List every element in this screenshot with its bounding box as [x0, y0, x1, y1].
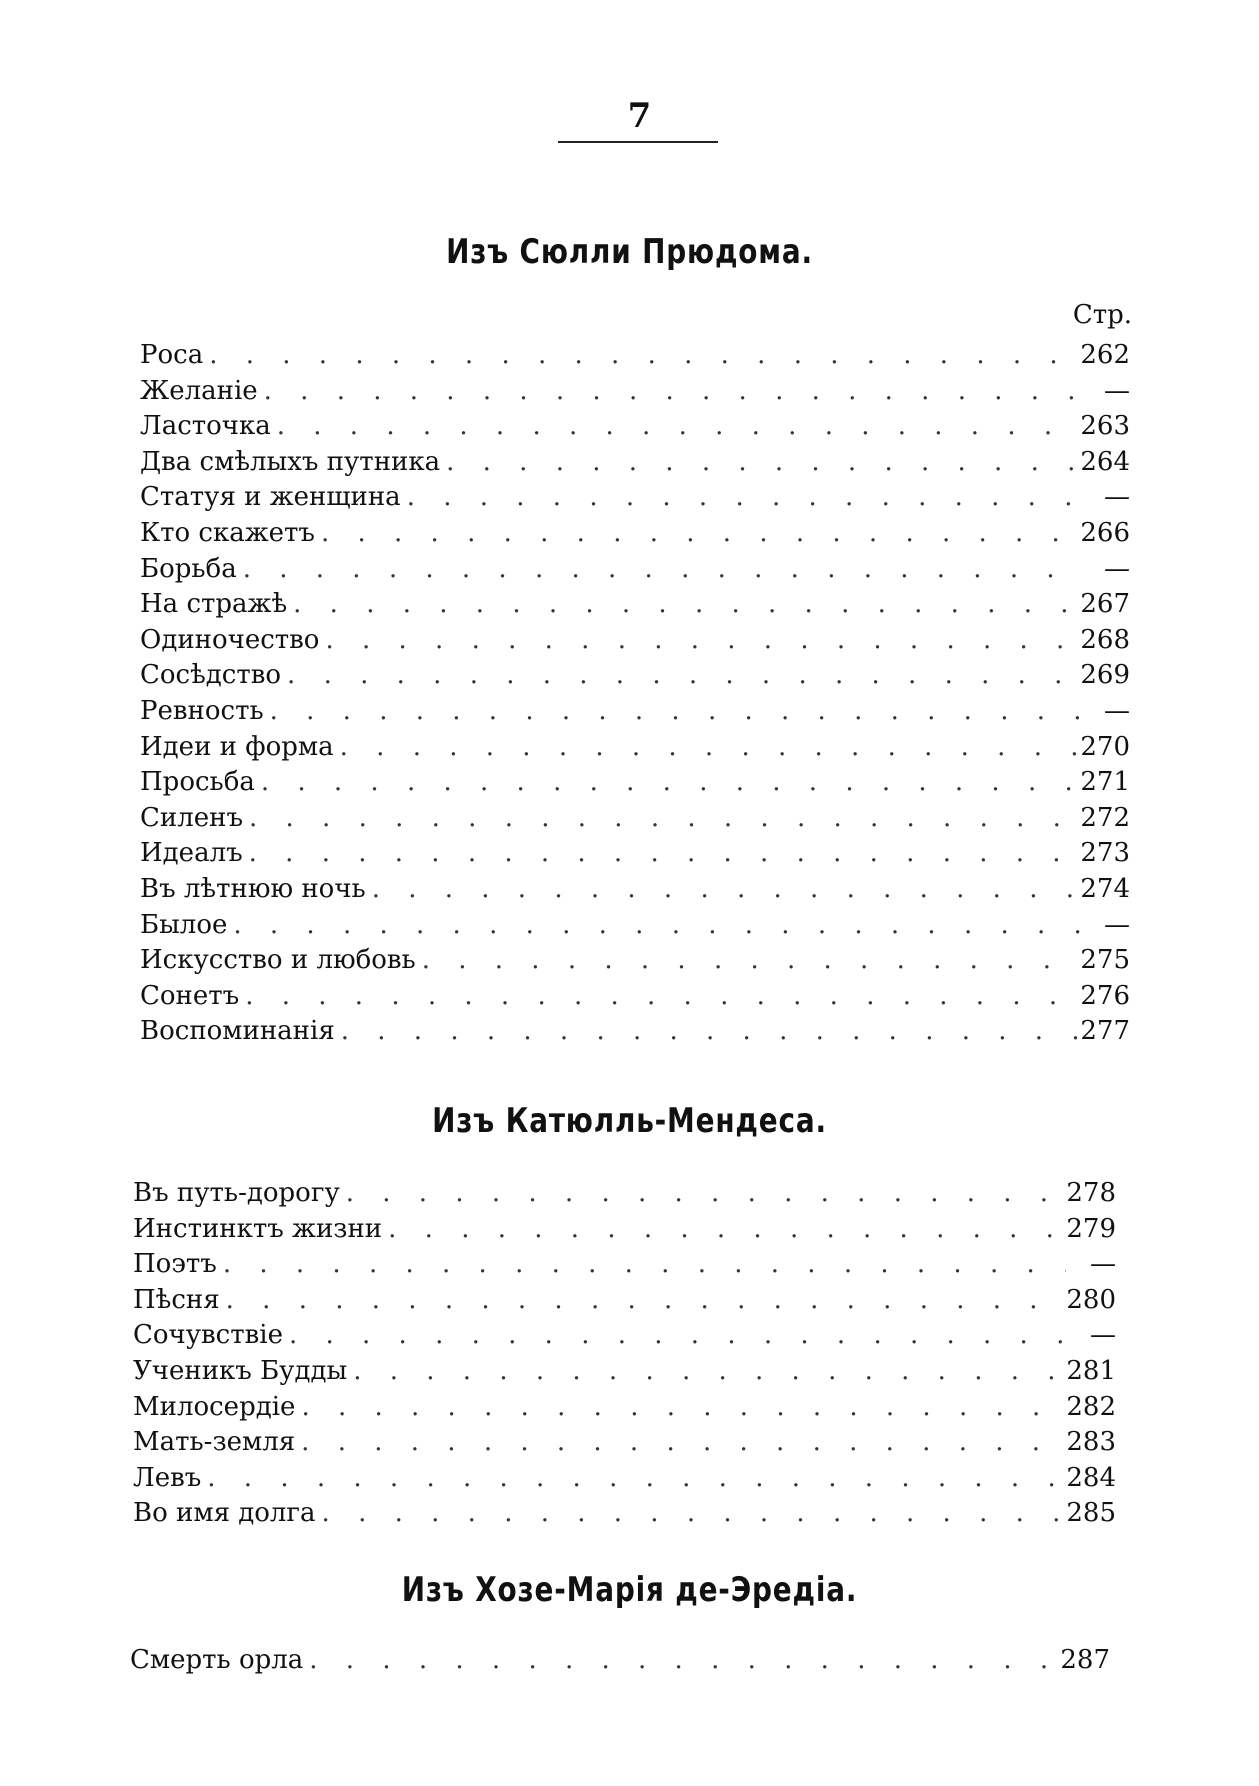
toc-entry [133, 1176, 1116, 1212]
dot-leader [223, 1247, 1066, 1283]
toc-entry-title: На стражѣ [140, 589, 288, 620]
toc-entry-title: Ревность [140, 695, 264, 726]
toc-entry-page: 262 [1080, 340, 1130, 370]
toc-entry-title: Ученикъ Будды [133, 1355, 348, 1386]
toc-entry [140, 658, 1130, 694]
toc-entry [133, 1283, 1116, 1319]
page-number-rule [558, 141, 718, 143]
dot-leader [233, 908, 1080, 944]
toc-entry-page: 275 [1080, 945, 1130, 976]
toc-entry-page: — [1104, 553, 1130, 584]
toc-entry-title: Въ лѣтнюю ночь [140, 873, 366, 904]
toc-entry [140, 908, 1130, 944]
toc-entry [140, 623, 1130, 659]
toc-entry-page: 268 [1080, 624, 1130, 655]
toc-entry-title: Сосѣдство [140, 660, 282, 691]
toc-entry-page: 278 [1066, 1178, 1116, 1208]
dot-leader [322, 1496, 1066, 1532]
toc-entry-page: — [1104, 482, 1130, 513]
toc-entry [140, 730, 1130, 766]
toc-entry [140, 587, 1130, 623]
dot-leader [207, 1461, 1066, 1497]
toc-entry-title: Былое [140, 909, 228, 940]
toc-entry [140, 801, 1130, 837]
toc-entry-page: — [1090, 1320, 1116, 1351]
toc-entry-page: 276 [1080, 980, 1130, 1011]
toc-entry-title: Воспоминанія [140, 1016, 335, 1047]
toc-entry-page: — [1104, 909, 1130, 940]
toc-entry-page: 274 [1080, 873, 1130, 904]
toc-entry-title: Кто скажетъ [140, 517, 315, 548]
toc-entry-page: 282 [1066, 1391, 1116, 1422]
toc-entry-page: 269 [1080, 660, 1130, 691]
toc-entry [140, 765, 1130, 801]
toc-entry-page: — [1104, 375, 1130, 406]
dot-leader [277, 409, 1080, 445]
toc-entry-page: 264 [1080, 446, 1130, 477]
toc-entry-page: 267 [1080, 589, 1130, 620]
toc-entry-title: Сонетъ [140, 980, 240, 1011]
dot-leader [245, 979, 1080, 1015]
toc-entry [140, 552, 1130, 588]
toc-section-sully-prudhomme [140, 338, 1130, 1050]
toc-entry-page: 283 [1066, 1427, 1116, 1458]
toc-entry-title: Идеи и форма [140, 731, 334, 762]
toc-entry-page: — [1104, 695, 1130, 726]
toc-entry-title: Инстинктъ жизни [133, 1213, 383, 1244]
toc-entry-page: 270 [1080, 731, 1130, 762]
dot-leader [249, 801, 1080, 837]
toc-entry [140, 480, 1130, 516]
dot-leader [407, 480, 1080, 516]
toc-entry-page: 281 [1066, 1355, 1116, 1386]
dot-leader [388, 1212, 1066, 1248]
toc-entry-page: 272 [1080, 802, 1130, 833]
toc-entry-title: Идеалъ [140, 838, 243, 869]
toc-entry-page: 279 [1066, 1213, 1116, 1244]
column-header-page: Стр. [1072, 300, 1132, 330]
toc-entry [133, 1425, 1116, 1461]
section-title-catulle-mendes: Изъ Катюлль-Мендеса. [432, 1101, 827, 1141]
toc-entry [133, 1496, 1116, 1532]
toc-entry-page: 280 [1066, 1284, 1116, 1315]
toc-entry-title: Смерть орла [130, 1645, 304, 1675]
toc-entry [140, 872, 1130, 908]
dot-leader [446, 445, 1080, 481]
toc-entry-title: Во имя долга [133, 1498, 316, 1529]
toc-entry-title: Поэтъ [133, 1249, 217, 1280]
toc-entry-title: Роса [140, 340, 204, 370]
toc-entry-title: Искусство и любовь [140, 945, 416, 976]
dot-leader [309, 1643, 1060, 1679]
toc-entry [140, 836, 1130, 872]
toc-entry-title: Въ путь-дорогу [133, 1178, 340, 1208]
dot-leader [226, 1283, 1066, 1319]
toc-entry [133, 1354, 1116, 1390]
toc-entry-page: 285 [1066, 1498, 1116, 1529]
toc-entry [140, 694, 1130, 730]
dot-leader [346, 1176, 1066, 1212]
toc-entry-page: 271 [1080, 767, 1130, 798]
dot-leader [353, 1354, 1066, 1390]
toc-entry-title: Два смѣлыхъ путника [140, 446, 441, 477]
toc-entry [133, 1461, 1116, 1497]
toc-entry-page: 273 [1080, 838, 1130, 869]
toc-section-heredia [130, 1643, 1110, 1679]
toc-entry-title: Ласточка [140, 411, 271, 442]
toc-entry-title: Борьба [140, 553, 237, 584]
toc-entry-title: Просьба [140, 767, 255, 798]
dot-leader [270, 694, 1080, 730]
dot-leader [341, 1014, 1080, 1050]
toc-entry-page: 287 [1060, 1645, 1110, 1675]
toc-entry-page: 263 [1080, 411, 1130, 442]
toc-entry-title: Статуя и женщина [140, 482, 401, 513]
toc-entry [133, 1247, 1116, 1283]
dot-leader [372, 872, 1080, 908]
dot-leader [243, 552, 1080, 588]
toc-entry-page: 277 [1080, 1016, 1130, 1047]
toc-entry-title: Милосердіе [133, 1391, 296, 1422]
dot-leader [287, 658, 1080, 694]
toc-entry [130, 1643, 1110, 1679]
toc-entry-title: Одиночество [140, 624, 320, 655]
page-number: 7 [627, 96, 652, 136]
dot-leader [209, 338, 1080, 374]
toc-entry [140, 943, 1130, 979]
dot-leader [321, 516, 1080, 552]
dot-leader [301, 1425, 1066, 1461]
toc-entry-title: Силенъ [140, 802, 243, 833]
dot-leader [264, 374, 1080, 410]
toc-entry-title: Мать-земля [133, 1427, 296, 1458]
toc-section-catulle-mendes [133, 1176, 1116, 1532]
toc-entry [140, 445, 1130, 481]
toc-entry-page: 266 [1080, 517, 1130, 548]
dot-leader [289, 1318, 1066, 1354]
toc-entry [133, 1318, 1116, 1354]
dot-leader [301, 1390, 1066, 1426]
dot-leader [422, 943, 1080, 979]
section-title-heredia: Изъ Хозе-Марія де-Эредіа. [401, 1570, 858, 1610]
dot-leader [249, 836, 1080, 872]
toc-entry-title: Левъ [133, 1462, 202, 1493]
toc-entry-title: Пѣсня [133, 1284, 220, 1315]
toc-entry [140, 979, 1130, 1015]
toc-entry [133, 1390, 1116, 1426]
toc-entry-page: — [1090, 1249, 1116, 1280]
toc-entry [140, 374, 1130, 410]
dot-leader [293, 587, 1080, 623]
toc-entry-page: 284 [1066, 1462, 1116, 1493]
toc-entry-title: Сочувствіе [133, 1320, 283, 1351]
toc-entry [140, 409, 1130, 445]
toc-entry [140, 516, 1130, 552]
dot-leader [261, 765, 1080, 801]
toc-entry [140, 1014, 1130, 1050]
toc-entry-title: Желаніе [140, 375, 258, 406]
dot-leader [325, 623, 1080, 659]
dot-leader [340, 730, 1080, 766]
toc-entry [140, 338, 1130, 374]
toc-entry [133, 1212, 1116, 1248]
section-title-sully-prudhomme: Изъ Сюлли Прюдома. [446, 232, 813, 272]
